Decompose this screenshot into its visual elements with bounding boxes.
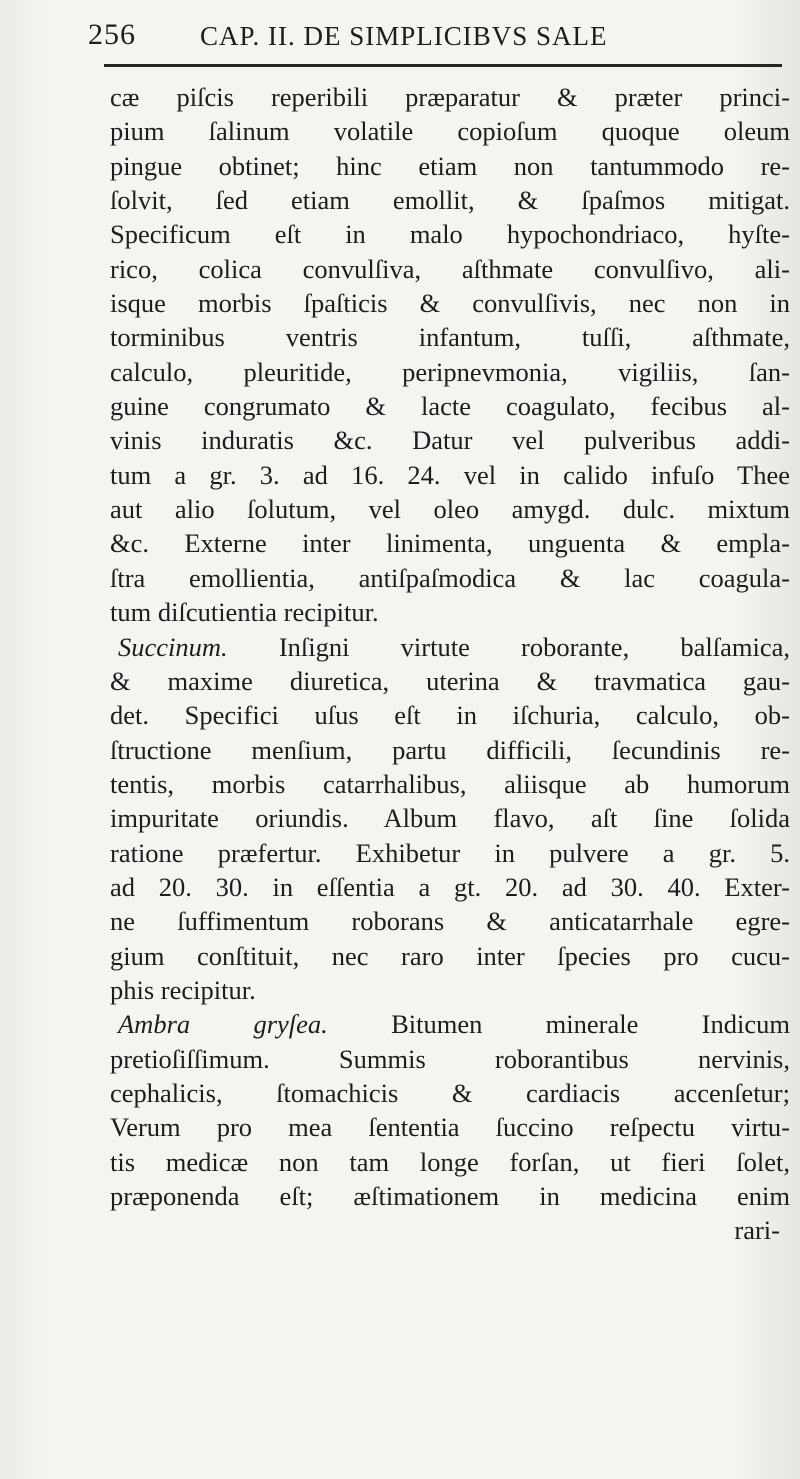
text-line: pium ſalinum volatile copioſum quoque oleum bbox=[110, 116, 790, 147]
text-line: tis medicæ non tam longe forſan, ut fieri ſolet, bbox=[110, 1146, 790, 1177]
text-line: vinis induratis &c. Datur vel pulveribus addi- bbox=[110, 425, 790, 456]
text-line: aut alio ſolutum, vel oleo amygd. dulc. mixtum bbox=[110, 494, 790, 525]
catchword: rari- bbox=[734, 1215, 780, 1246]
succinum-term: Succinum. bbox=[118, 631, 228, 662]
text-line: torminibus ventris infantum, tuſſi, aſthmate, bbox=[110, 322, 790, 353]
text-line: tentis, morbis catarrhalibus, aliisque ab humorum bbox=[110, 768, 790, 799]
page-body bbox=[110, 80, 790, 1248]
text-line: ſolvit, ſed etiam emollit, & ſpaſmos mitigat. bbox=[110, 185, 790, 216]
text-line: cephalicis, ſtomachicis & cardiacis accenſetur; bbox=[110, 1077, 790, 1108]
text-line: &c. Externe inter linimenta, unguenta & empla- bbox=[110, 528, 790, 559]
ambra-term: Ambra gryſea. bbox=[118, 1009, 328, 1040]
text-line: pingue obtinet; hinc etiam non tantummodo re- bbox=[110, 150, 790, 181]
header-rule bbox=[104, 64, 782, 67]
page-header bbox=[88, 18, 788, 58]
text-line: ad 20. 30. in eſſentia a gt. 20. ad 30. 40. Exter- bbox=[110, 871, 790, 902]
text-line: guine congrumato & lacte coagulato, fecibus al- bbox=[110, 391, 790, 422]
succinum-first-text: Inſigni virtute roborante, balſamica, bbox=[227, 631, 790, 662]
text-line: tum diſcutientia recipitur. bbox=[110, 597, 379, 628]
text-line: rico, colica convulſiva, aſthmate convulſivo, ali- bbox=[110, 253, 790, 284]
text-line: calculo, pleuritide, peripnevmonia, vigiliis, ſan- bbox=[110, 356, 790, 387]
text-line: cæ piſcis reperibili præparatur & præter princi- bbox=[110, 82, 790, 112]
text-line: impuritate oriundis. Album flavo, aſt ſine ſolida bbox=[110, 803, 790, 834]
ambra-heading-line bbox=[110, 1007, 790, 1041]
text-line: ſtructione menſium, partu difficili, ſecundinis re- bbox=[110, 734, 790, 765]
page-number: 256 bbox=[88, 18, 136, 51]
text-line: ne ſuffimentum roborans & anticatarrhale egre- bbox=[110, 906, 790, 937]
text-line: ſtra emollientia, antiſpaſmodica & lac coagula- bbox=[110, 562, 790, 593]
text-line: & maxime diuretica, uterina & travmatica gau- bbox=[110, 665, 790, 696]
text-line: phis recipitur. bbox=[110, 974, 256, 1005]
text-line: pretioſiſſimum. Summis roborantibus nervinis, bbox=[110, 1043, 790, 1074]
text-line: ratione præfertur. Exhibetur in pulvere a gr. 5. bbox=[110, 837, 790, 868]
text-line: Verum pro mea ſententia ſuccino reſpectu virtu- bbox=[110, 1112, 790, 1143]
text-line: Specificum eſt in malo hypochondriaco, hyſte- bbox=[110, 219, 790, 250]
text-line: det. Specifici uſus eſt in iſchuria, calculo, ob- bbox=[110, 700, 790, 731]
text-line: isque morbis ſpaſticis & convulſivis, nec non in bbox=[110, 288, 790, 319]
running-title: CAP. II. DE SIMPLICIBVS SALE bbox=[200, 21, 608, 51]
succinum-heading-line bbox=[110, 630, 790, 664]
text-line: præponenda eſt; æſtimationem in medicina enim bbox=[110, 1181, 790, 1211]
text-line: tum a gr. 3. ad 16. 24. vel in calido infuſo Thee bbox=[110, 459, 790, 490]
text-line: gium conſtituit, nec raro inter ſpecies pro cucu- bbox=[110, 940, 790, 971]
ambra-first-text: Bitumen minerale Indicum bbox=[327, 1009, 790, 1040]
